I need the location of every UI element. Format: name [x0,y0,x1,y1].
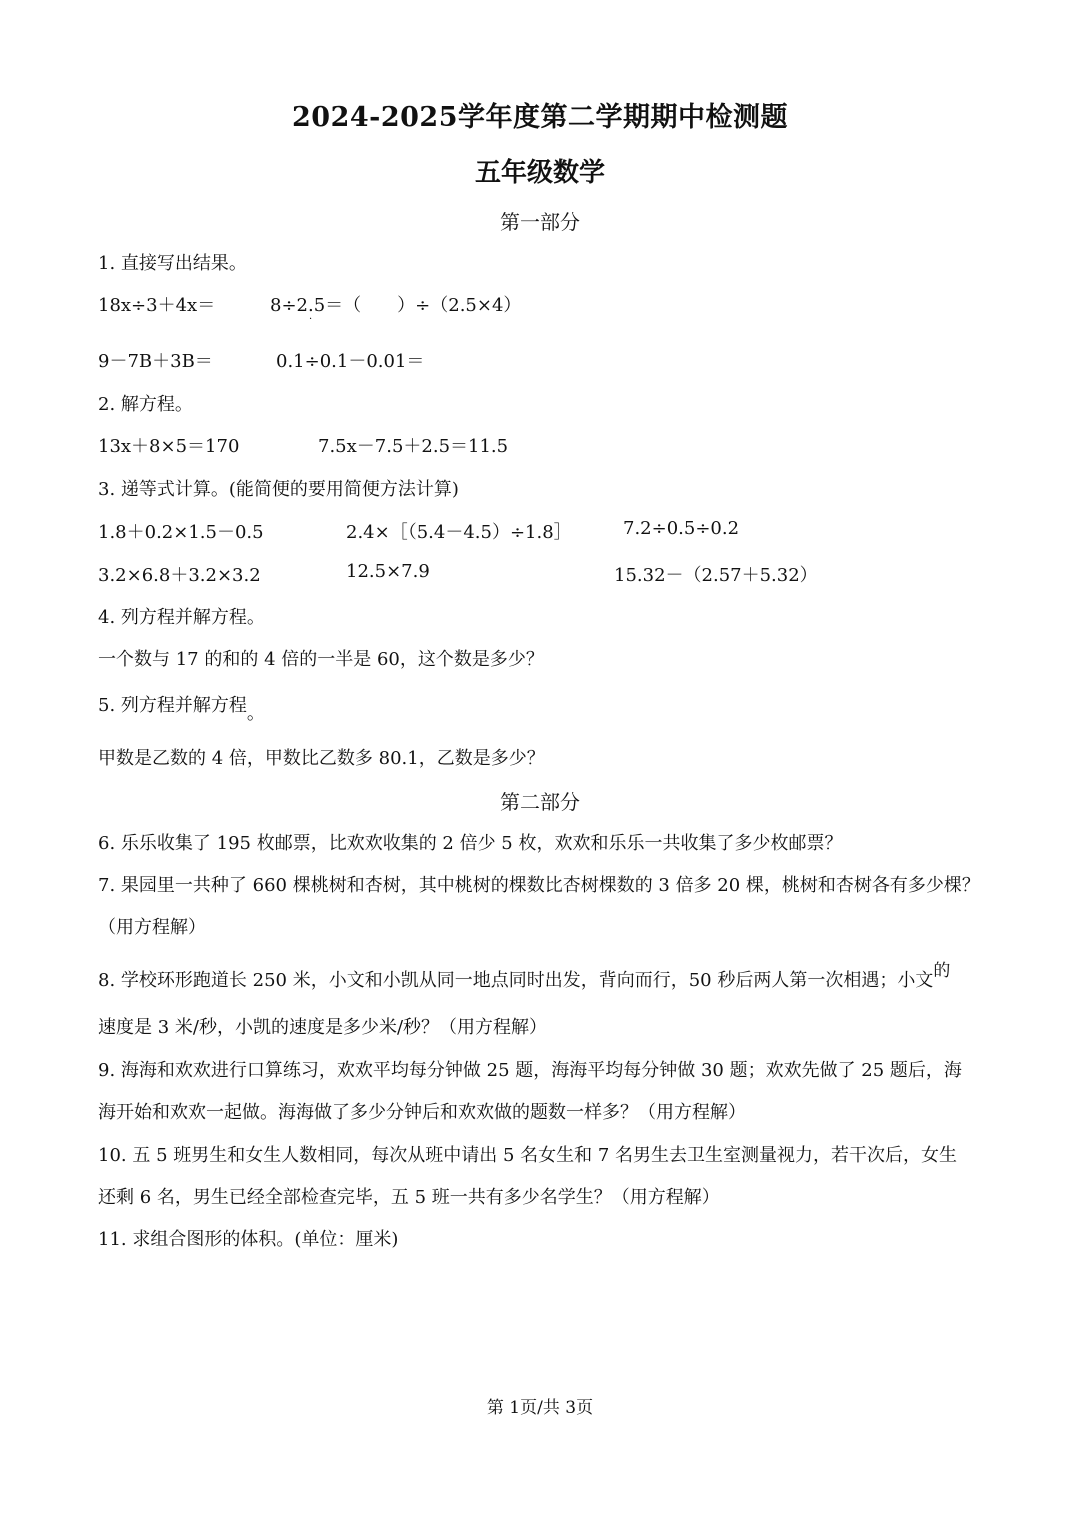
q7-line1: 7. 果园里一共种了 660 棵桃树和杏树，其中桃树的棵数比杏树棵数的 3 倍多 20 棵，桃树和杏树各有多少棵？ [98,875,980,896]
q8-line2: 速度是 3 米/秒，小凯的速度是多少米/秒？（用方程解） [98,1017,548,1038]
q8-raised-char: 的 [933,961,951,981]
part1-heading: 第一部分 [500,210,580,234]
q2-item-2: 7.5x－7.5＋2.5＝11.5 [318,436,509,457]
q8-line1 [98,961,951,992]
stray-dot-mark: · [309,314,313,325]
q3-item-1: 1.8＋0.2×1.5－0.5 [98,522,264,543]
page-number: 第 1页/共 3页 [486,1398,594,1418]
q10-line1: 10. 五 5 班男生和女生人数相同，每次从班中请出 5 名女生和 7 名男生去卫生室测量视力，若干次后，女生 [98,1145,958,1166]
q9-line2: 海开始和欢欢一起做。海海做了多少分钟后和欢欢做的题数一样多？（用方程解） [98,1102,746,1123]
q1-item-1: 18x÷3＋4x＝ [98,295,216,316]
q2-prompt: 2. 解方程。 [98,394,193,415]
q3-item-4: 3.2×6.8＋3.2×3.2 [98,565,261,586]
q1-item-3: 9－7B＋3B＝ [98,351,213,372]
q9-line1: 9. 海海和欢欢进行口算练习，欢欢平均每分钟做 25 题，海海平均每分钟做 30 题；欢欢先做了 25 题后，海 [98,1060,962,1081]
exam-title: 2024-2025学年度第二学期期中检测题 [292,102,788,133]
q5-prompt [98,691,265,724]
grade-subject-title: 五年级数学 [474,158,605,188]
q5-text: 甲数是乙数的 4 倍，甲数比乙数多 80.1，乙数是多少？ [98,748,545,769]
q8-line1-text: 8. 学校环形跑道长 250 米，小文和小凯从同一地点同时出发，背向而行，50 秒后两人第一次相遇；小文 [98,970,934,991]
q7-line2: （用方程解） [98,917,206,938]
q5-prompt-text: 5. 列方程并解方程 [98,695,247,716]
part2-heading: 第二部分 [500,790,580,814]
q4-prompt: 4. 列方程并解方程。 [98,607,265,628]
q3-item-6: 15.32－（2.57＋5.32） [614,565,818,586]
q6-text: 6. 乐乐收集了 195 枚邮票，比欢欢收集的 2 倍少 5 枚，欢欢和乐乐一共收集了多少枚邮票？ [98,833,843,854]
q1-prompt: 1. 直接写出结果。 [98,253,247,274]
q11-text: 11. 求组合图形的体积。(单位：厘米) [98,1229,399,1250]
q5-prompt-mark: 。 [246,703,265,724]
q1-item-2: 8÷2.5＝（ ）÷（2.5×4） [270,295,522,316]
q2-item-1: 13x＋8×5＝170 [98,436,240,457]
q10-line2: 还剩 6 名，男生已经全部检查完毕，五 5 班一共有多少名学生？（用方程解） [98,1187,720,1208]
q1-item-4: 0.1÷0.1－0.01＝ [276,351,425,372]
q3-item-3: 7.2÷0.5÷0.2 [623,518,740,539]
q3-item-5: 12.5×7.9 [346,561,430,582]
q3-item-2: 2.4×［（5.4－4.5）÷1.8］ [346,522,572,543]
q3-prompt: 3. 递等式计算。(能简便的要用简便方法计算) [98,479,459,500]
q4-text: 一个数与 17 的和的 4 倍的一半是 60，这个数是多少？ [98,649,544,670]
